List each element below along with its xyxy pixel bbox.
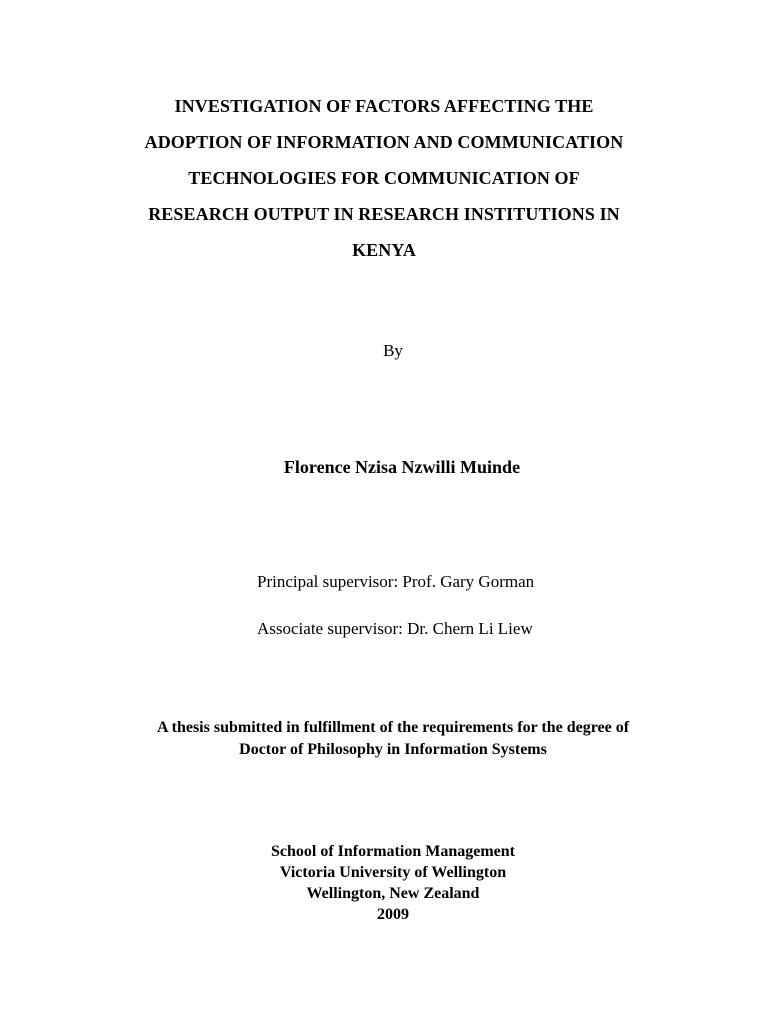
title-line-4: RESEARCH OUTPUT IN RESEARCH INSTITUTIONS IN	[148, 204, 620, 224]
title-line-2: ADOPTION OF INFORMATION AND COMMUNICATION	[144, 132, 624, 152]
by-label: By	[383, 341, 403, 360]
degree-line-1: A thesis submitted in fulfillment of the requirements for the degree of	[156, 719, 630, 736]
title-line-1: INVESTIGATION OF FACTORS AFFECTING THE	[174, 96, 594, 116]
institution-block	[0, 841, 768, 925]
degree-statement	[0, 717, 768, 761]
year: 2009	[377, 906, 409, 923]
location: Wellington, New Zealand	[306, 885, 480, 902]
university-name: Victoria University of Wellington	[279, 864, 507, 881]
title-line-3: TECHNOLOGIES FOR COMMUNICATION OF	[188, 168, 580, 188]
principal-supervisor: Principal supervisor: Prof. Gary Gorman	[257, 572, 535, 591]
title-line-5: KENYA	[352, 240, 416, 260]
author-name: Florence Nzisa Nzwilli Muinde	[283, 457, 521, 477]
school-name: School of Information Management	[271, 843, 515, 860]
degree-line-2: Doctor of Philosophy in Information Systems	[239, 741, 547, 758]
thesis-title	[0, 88, 768, 268]
associate-supervisor: Associate supervisor: Dr. Chern Li Liew	[257, 619, 533, 638]
